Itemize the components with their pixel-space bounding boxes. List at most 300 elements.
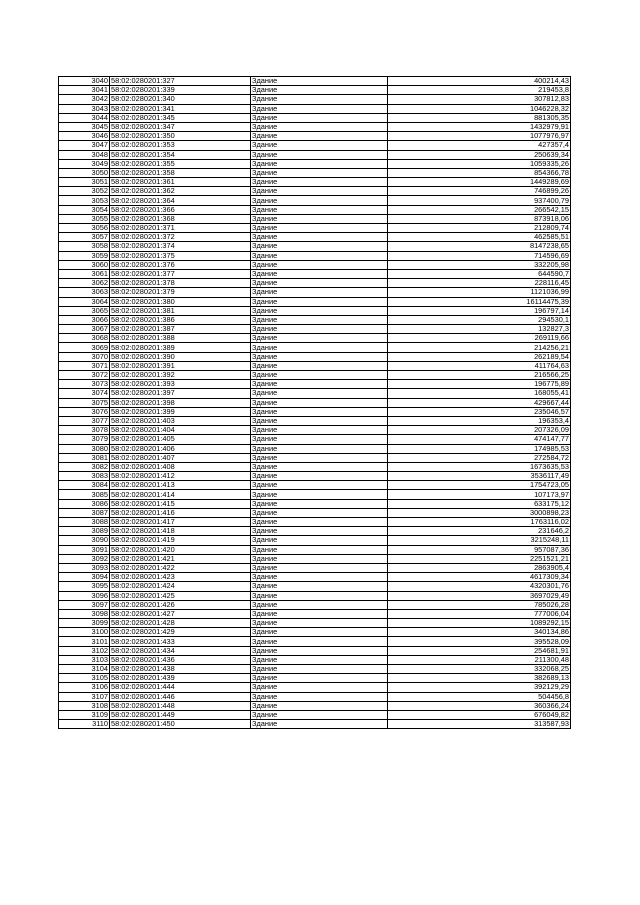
row-number-cell: 3073	[59, 380, 110, 389]
object-type-cell: Здание	[251, 600, 388, 609]
object-type-cell: Здание	[251, 674, 388, 683]
row-number-cell: 3056	[59, 224, 110, 233]
cadastral-value-cell: 266542,15	[388, 205, 571, 214]
object-type-cell: Здание	[251, 398, 388, 407]
row-number-cell: 3079	[59, 435, 110, 444]
row-number-cell: 3049	[59, 159, 110, 168]
cadastral-number-cell: 58:02:0280201:364	[110, 196, 251, 205]
cadastral-number-cell: 58:02:0280201:350	[110, 132, 251, 141]
cadastral-value-cell: 1089292,15	[388, 619, 571, 628]
table-row	[59, 113, 571, 122]
row-number-cell: 3053	[59, 196, 110, 205]
table-row	[59, 426, 571, 435]
table-row	[59, 665, 571, 674]
row-number-cell: 3090	[59, 536, 110, 545]
cadastral-number-cell: 58:02:0280201:377	[110, 269, 251, 278]
cadastral-number-cell: 58:02:0280201:339	[110, 86, 251, 95]
cadastral-value-cell: 211300,48	[388, 655, 571, 664]
cadastral-value-cell: 196775,89	[388, 380, 571, 389]
table-row	[59, 646, 571, 655]
table-row	[59, 628, 571, 637]
table-row	[59, 554, 571, 563]
cadastral-value-cell: 313587,93	[388, 720, 571, 729]
cadastral-value-cell: 633175,12	[388, 499, 571, 508]
table-row	[59, 122, 571, 131]
cadastral-number-cell: 58:02:0280201:446	[110, 692, 251, 701]
row-number-cell: 3068	[59, 334, 110, 343]
table-row	[59, 600, 571, 609]
row-number-cell: 3041	[59, 86, 110, 95]
cadastral-value-cell: 1046228,32	[388, 104, 571, 113]
row-number-cell: 3076	[59, 407, 110, 416]
row-number-cell: 3061	[59, 269, 110, 278]
object-type-cell: Здание	[251, 582, 388, 591]
cadastral-value-cell: 777006,04	[388, 609, 571, 618]
object-type-cell: Здание	[251, 150, 388, 159]
row-number-cell: 3062	[59, 279, 110, 288]
cadastral-number-cell: 58:02:0280201:417	[110, 518, 251, 527]
cadastral-number-cell: 58:02:0280201:399	[110, 407, 251, 416]
table-body	[59, 77, 571, 729]
table-row	[59, 398, 571, 407]
object-type-cell: Здание	[251, 297, 388, 306]
cadastral-value-cell: 1763116,02	[388, 518, 571, 527]
cadastral-value-cell: 427357,4	[388, 141, 571, 150]
cadastral-value-cell: 254681,91	[388, 646, 571, 655]
cadastral-value-cell: 4617309,34	[388, 573, 571, 582]
cadastral-value-cell: 294530,1	[388, 315, 571, 324]
table-row	[59, 288, 571, 297]
table-row	[59, 269, 571, 278]
cadastral-number-cell: 58:02:0280201:423	[110, 573, 251, 582]
table-row	[59, 389, 571, 398]
cadastral-value-table	[58, 76, 571, 729]
cadastral-number-cell: 58:02:0280201:418	[110, 527, 251, 536]
cadastral-value-cell: 360366,24	[388, 701, 571, 710]
cadastral-value-cell: 462585,51	[388, 233, 571, 242]
table-row	[59, 582, 571, 591]
cadastral-number-cell: 58:02:0280201:422	[110, 563, 251, 572]
cadastral-number-cell: 58:02:0280201:419	[110, 536, 251, 545]
object-type-cell: Здание	[251, 242, 388, 251]
row-number-cell: 3081	[59, 453, 110, 462]
cadastral-number-cell: 58:02:0280201:405	[110, 435, 251, 444]
cadastral-number-cell: 58:02:0280201:438	[110, 665, 251, 674]
cadastral-number-cell: 58:02:0280201:389	[110, 343, 251, 352]
object-type-cell: Здание	[251, 279, 388, 288]
row-number-cell: 3091	[59, 545, 110, 554]
row-number-cell: 3106	[59, 683, 110, 692]
cadastral-value-cell: 340134,86	[388, 628, 571, 637]
cadastral-number-cell: 58:02:0280201:433	[110, 637, 251, 646]
cadastral-number-cell: 58:02:0280201:327	[110, 77, 251, 86]
row-number-cell: 3067	[59, 325, 110, 334]
table-row	[59, 380, 571, 389]
object-type-cell: Здание	[251, 481, 388, 490]
table-row	[59, 196, 571, 205]
cadastral-number-cell: 58:02:0280201:372	[110, 233, 251, 242]
row-number-cell: 3085	[59, 490, 110, 499]
cadastral-value-cell: 168055,41	[388, 389, 571, 398]
row-number-cell: 3054	[59, 205, 110, 214]
table-row	[59, 720, 571, 729]
object-type-cell: Здание	[251, 508, 388, 517]
row-number-cell: 3044	[59, 113, 110, 122]
cadastral-number-cell: 58:02:0280201:386	[110, 315, 251, 324]
cadastral-value-cell: 474147,77	[388, 435, 571, 444]
object-type-cell: Здание	[251, 637, 388, 646]
cadastral-value-cell: 400214,43	[388, 77, 571, 86]
cadastral-number-cell: 58:02:0280201:371	[110, 224, 251, 233]
cadastral-number-cell: 58:02:0280201:420	[110, 545, 251, 554]
row-number-cell: 3108	[59, 701, 110, 710]
row-number-cell: 3089	[59, 527, 110, 536]
table-row	[59, 527, 571, 536]
object-type-cell: Здание	[251, 269, 388, 278]
cadastral-value-cell: 219453,8	[388, 86, 571, 95]
cadastral-number-cell: 58:02:0280201:387	[110, 325, 251, 334]
row-number-cell: 3099	[59, 619, 110, 628]
cadastral-value-cell: 107173,97	[388, 490, 571, 499]
object-type-cell: Здание	[251, 95, 388, 104]
row-number-cell: 3096	[59, 591, 110, 600]
cadastral-value-cell: 8147238,65	[388, 242, 571, 251]
row-number-cell: 3052	[59, 187, 110, 196]
cadastral-number-cell: 58:02:0280201:413	[110, 481, 251, 490]
cadastral-value-cell: 269119,66	[388, 334, 571, 343]
cadastral-number-cell: 58:02:0280201:392	[110, 371, 251, 380]
row-number-cell: 3040	[59, 77, 110, 86]
table-row	[59, 683, 571, 692]
row-number-cell: 3075	[59, 398, 110, 407]
table-row	[59, 444, 571, 453]
cadastral-number-cell: 58:02:0280201:379	[110, 288, 251, 297]
row-number-cell: 3048	[59, 150, 110, 159]
cadastral-value-cell: 1673635,53	[388, 462, 571, 471]
cadastral-number-cell: 58:02:0280201:362	[110, 187, 251, 196]
cadastral-value-cell: 235046,57	[388, 407, 571, 416]
cadastral-value-cell: 1077976,97	[388, 132, 571, 141]
row-number-cell: 3103	[59, 655, 110, 664]
cadastral-number-cell: 58:02:0280201:407	[110, 453, 251, 462]
cadastral-number-cell: 58:02:0280201:340	[110, 95, 251, 104]
cadastral-value-cell: 3215248,11	[388, 536, 571, 545]
object-type-cell: Здание	[251, 462, 388, 471]
table-row	[59, 407, 571, 416]
table-row	[59, 563, 571, 572]
cadastral-number-cell: 58:02:0280201:449	[110, 710, 251, 719]
object-type-cell: Здание	[251, 453, 388, 462]
table-row	[59, 536, 571, 545]
table-row	[59, 499, 571, 508]
cadastral-value-cell: 207326,09	[388, 426, 571, 435]
cadastral-value-cell: 429667,44	[388, 398, 571, 407]
object-type-cell: Здание	[251, 168, 388, 177]
table-row	[59, 168, 571, 177]
cadastral-value-cell: 3536117,49	[388, 472, 571, 481]
cadastral-number-cell: 58:02:0280201:347	[110, 122, 251, 131]
cadastral-value-cell: 196353,4	[388, 416, 571, 425]
table-row	[59, 609, 571, 618]
cadastral-value-cell: 196797,14	[388, 306, 571, 315]
row-number-cell: 3107	[59, 692, 110, 701]
cadastral-number-cell: 58:02:0280201:412	[110, 472, 251, 481]
cadastral-number-cell: 58:02:0280201:374	[110, 242, 251, 251]
object-type-cell: Здание	[251, 224, 388, 233]
object-type-cell: Здание	[251, 141, 388, 150]
row-number-cell: 3110	[59, 720, 110, 729]
table-row	[59, 214, 571, 223]
cadastral-value-cell: 174985,53	[388, 444, 571, 453]
object-type-cell: Здание	[251, 260, 388, 269]
cadastral-number-cell: 58:02:0280201:450	[110, 720, 251, 729]
cadastral-value-cell: 2251521,21	[388, 554, 571, 563]
cadastral-number-cell: 58:02:0280201:439	[110, 674, 251, 683]
row-number-cell: 3072	[59, 371, 110, 380]
object-type-cell: Здание	[251, 371, 388, 380]
cadastral-value-cell: 272584,72	[388, 453, 571, 462]
cadastral-number-cell: 58:02:0280201:428	[110, 619, 251, 628]
row-number-cell: 3101	[59, 637, 110, 646]
row-number-cell: 3064	[59, 297, 110, 306]
row-number-cell: 3087	[59, 508, 110, 517]
object-type-cell: Здание	[251, 536, 388, 545]
row-number-cell: 3055	[59, 214, 110, 223]
row-number-cell: 3057	[59, 233, 110, 242]
object-type-cell: Здание	[251, 563, 388, 572]
cadastral-number-cell: 58:02:0280201:388	[110, 334, 251, 343]
object-type-cell: Здание	[251, 205, 388, 214]
object-type-cell: Здание	[251, 380, 388, 389]
cadastral-number-cell: 58:02:0280201:424	[110, 582, 251, 591]
table-row	[59, 205, 571, 214]
cadastral-value-cell: 395528,09	[388, 637, 571, 646]
cadastral-number-cell: 58:02:0280201:397	[110, 389, 251, 398]
cadastral-number-cell: 58:02:0280201:368	[110, 214, 251, 223]
object-type-cell: Здание	[251, 527, 388, 536]
table-row	[59, 692, 571, 701]
cadastral-value-cell: 937400,79	[388, 196, 571, 205]
table-row	[59, 325, 571, 334]
object-type-cell: Здание	[251, 499, 388, 508]
object-type-cell: Здание	[251, 683, 388, 692]
object-type-cell: Здание	[251, 352, 388, 361]
table-row	[59, 674, 571, 683]
cadastral-number-cell: 58:02:0280201:415	[110, 499, 251, 508]
cadastral-value-cell: 231646,2	[388, 527, 571, 536]
row-number-cell: 3088	[59, 518, 110, 527]
cadastral-value-cell: 392129,29	[388, 683, 571, 692]
cadastral-value-cell: 873918,06	[388, 214, 571, 223]
row-number-cell: 3069	[59, 343, 110, 352]
cadastral-number-cell: 58:02:0280201:391	[110, 361, 251, 370]
object-type-cell: Здание	[251, 334, 388, 343]
object-type-cell: Здание	[251, 113, 388, 122]
cadastral-number-cell: 58:02:0280201:434	[110, 646, 251, 655]
cadastral-value-cell: 3697029,49	[388, 591, 571, 600]
object-type-cell: Здание	[251, 306, 388, 315]
row-number-cell: 3102	[59, 646, 110, 655]
row-number-cell: 3043	[59, 104, 110, 113]
object-type-cell: Здание	[251, 361, 388, 370]
cadastral-number-cell: 58:02:0280201:427	[110, 609, 251, 618]
cadastral-number-cell: 58:02:0280201:403	[110, 416, 251, 425]
table-row	[59, 701, 571, 710]
cadastral-value-cell: 1121036,99	[388, 288, 571, 297]
row-number-cell: 3058	[59, 242, 110, 251]
cadastral-number-cell: 58:02:0280201:380	[110, 297, 251, 306]
cadastral-number-cell: 58:02:0280201:393	[110, 380, 251, 389]
table-row	[59, 159, 571, 168]
row-number-cell: 3095	[59, 582, 110, 591]
row-number-cell: 3077	[59, 416, 110, 425]
table-row	[59, 150, 571, 159]
cadastral-value-cell: 250639,34	[388, 150, 571, 159]
cadastral-value-cell: 504456,8	[388, 692, 571, 701]
cadastral-value-cell: 1449289,69	[388, 178, 571, 187]
cadastral-number-cell: 58:02:0280201:444	[110, 683, 251, 692]
row-number-cell: 3060	[59, 260, 110, 269]
row-number-cell: 3083	[59, 472, 110, 481]
object-type-cell: Здание	[251, 132, 388, 141]
table-row	[59, 619, 571, 628]
cadastral-number-cell: 58:02:0280201:358	[110, 168, 251, 177]
cadastral-number-cell: 58:02:0280201:436	[110, 655, 251, 664]
row-number-cell: 3065	[59, 306, 110, 315]
object-type-cell: Здание	[251, 104, 388, 113]
cadastral-value-cell: 1059335,26	[388, 159, 571, 168]
row-number-cell: 3071	[59, 361, 110, 370]
object-type-cell: Здание	[251, 416, 388, 425]
cadastral-value-cell: 212809,74	[388, 224, 571, 233]
object-type-cell: Здание	[251, 710, 388, 719]
cadastral-number-cell: 58:02:0280201:398	[110, 398, 251, 407]
row-number-cell: 3045	[59, 122, 110, 131]
row-number-cell: 3109	[59, 710, 110, 719]
object-type-cell: Здание	[251, 315, 388, 324]
table-row	[59, 371, 571, 380]
row-number-cell: 3093	[59, 563, 110, 572]
cadastral-number-cell: 58:02:0280201:448	[110, 701, 251, 710]
row-number-cell: 3059	[59, 251, 110, 260]
cadastral-number-cell: 58:02:0280201:406	[110, 444, 251, 453]
object-type-cell: Здание	[251, 591, 388, 600]
object-type-cell: Здание	[251, 655, 388, 664]
object-type-cell: Здание	[251, 196, 388, 205]
table-row	[59, 472, 571, 481]
object-type-cell: Здание	[251, 554, 388, 563]
cadastral-value-cell: 216566,25	[388, 371, 571, 380]
cadastral-value-cell: 1432979,91	[388, 122, 571, 131]
cadastral-number-cell: 58:02:0280201:354	[110, 150, 251, 159]
table-row	[59, 343, 571, 352]
table-row	[59, 279, 571, 288]
cadastral-value-cell: 957087,36	[388, 545, 571, 554]
cadastral-number-cell: 58:02:0280201:341	[110, 104, 251, 113]
table-row	[59, 416, 571, 425]
table-row	[59, 297, 571, 306]
cadastral-value-cell: 1754723,05	[388, 481, 571, 490]
row-number-cell: 3078	[59, 426, 110, 435]
cadastral-number-cell: 58:02:0280201:376	[110, 260, 251, 269]
cadastral-number-cell: 58:02:0280201:425	[110, 591, 251, 600]
table-row	[59, 315, 571, 324]
object-type-cell: Здание	[251, 490, 388, 499]
cadastral-value-cell: 854366,78	[388, 168, 571, 177]
table-row	[59, 141, 571, 150]
cadastral-number-cell: 58:02:0280201:361	[110, 178, 251, 187]
cadastral-number-cell: 58:02:0280201:408	[110, 462, 251, 471]
table-row	[59, 637, 571, 646]
row-number-cell: 3094	[59, 573, 110, 582]
cadastral-value-cell: 332205,98	[388, 260, 571, 269]
object-type-cell: Здание	[251, 77, 388, 86]
row-number-cell: 3104	[59, 665, 110, 674]
table-row	[59, 481, 571, 490]
table-row	[59, 86, 571, 95]
object-type-cell: Здание	[251, 251, 388, 260]
object-type-cell: Здание	[251, 187, 388, 196]
cadastral-number-cell: 58:02:0280201:378	[110, 279, 251, 288]
row-number-cell: 3092	[59, 554, 110, 563]
cadastral-value-cell: 332068,25	[388, 665, 571, 674]
table-row	[59, 95, 571, 104]
cadastral-value-cell: 2863905,4	[388, 563, 571, 572]
object-type-cell: Здание	[251, 518, 388, 527]
cadastral-value-cell: 676049,82	[388, 710, 571, 719]
object-type-cell: Здание	[251, 444, 388, 453]
row-number-cell: 3046	[59, 132, 110, 141]
object-type-cell: Здание	[251, 233, 388, 242]
table-row	[59, 655, 571, 664]
cadastral-value-cell: 16114475,39	[388, 297, 571, 306]
object-type-cell: Здание	[251, 389, 388, 398]
table-row	[59, 462, 571, 471]
table-row	[59, 224, 571, 233]
row-number-cell: 3047	[59, 141, 110, 150]
cadastral-number-cell: 58:02:0280201:421	[110, 554, 251, 563]
cadastral-number-cell: 58:02:0280201:404	[110, 426, 251, 435]
object-type-cell: Здание	[251, 343, 388, 352]
cadastral-value-cell: 3000898,23	[388, 508, 571, 517]
object-type-cell: Здание	[251, 325, 388, 334]
table-row	[59, 518, 571, 527]
cadastral-value-cell: 4320301,76	[388, 582, 571, 591]
row-number-cell: 3086	[59, 499, 110, 508]
table-row	[59, 334, 571, 343]
row-number-cell: 3080	[59, 444, 110, 453]
table-row	[59, 306, 571, 315]
table-row	[59, 132, 571, 141]
row-number-cell: 3066	[59, 315, 110, 324]
row-number-cell: 3105	[59, 674, 110, 683]
table-row	[59, 453, 571, 462]
row-number-cell: 3084	[59, 481, 110, 490]
table-row	[59, 251, 571, 260]
row-number-cell: 3051	[59, 178, 110, 187]
table-row	[59, 710, 571, 719]
cadastral-value-cell: 644590,7	[388, 269, 571, 278]
table-row	[59, 178, 571, 187]
table-row	[59, 435, 571, 444]
object-type-cell: Здание	[251, 720, 388, 729]
object-type-cell: Здание	[251, 435, 388, 444]
cadastral-value-cell: 881305,35	[388, 113, 571, 122]
table-row	[59, 260, 571, 269]
object-type-cell: Здание	[251, 122, 388, 131]
cadastral-value-cell: 714596,69	[388, 251, 571, 260]
table-row	[59, 233, 571, 242]
